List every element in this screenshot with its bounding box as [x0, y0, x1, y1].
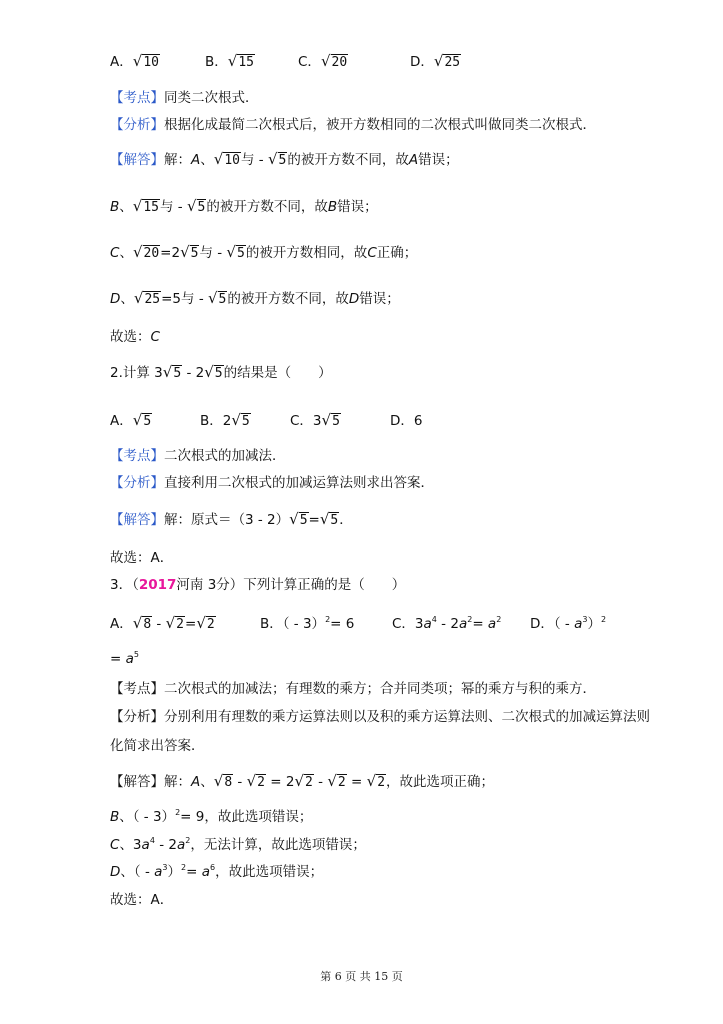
q2-option-a: A．√5 [110, 411, 152, 429]
q3-option-d-line2: = $a^5$ [110, 650, 139, 667]
q3-jieda-a: 【解答】解：A、√8 - √2 = 2√2 - √2 = √2，故此选项正确； [110, 772, 495, 790]
q1-jieda-a: 【解答】解：A、√10与 - √5的被开方数不同，故A错误； [110, 150, 459, 168]
q2-answer: 故选：A． [110, 550, 174, 566]
q3-fenxi: 【分析】分别利用有理数的乘方运算法则以及积的乘方运算法则、二次根式的加减运算法则 [110, 709, 650, 725]
q1-option-b: B．√15 [205, 52, 254, 70]
page-footer: 第 6 页 共 15 页 [320, 970, 403, 983]
q1-jieda-d: D、√25=5与 - √5的被开方数不同，故D错误； [110, 289, 400, 307]
q2-kaodian: 【考点】二次根式的加减法． [110, 448, 286, 464]
q1-jieda-b: B、√15与 - √5的被开方数不同，故B错误； [110, 197, 378, 215]
q2-jieda: 【解答】解：原式＝（3 - 2）√5=√5． [110, 510, 353, 528]
q3-option-a: A．√8 - √2=√2 [110, 614, 215, 632]
q3-option-d: D．（ - $a^3)^2$ [530, 615, 607, 632]
q3-option-c: C．$3a^4 - 2a^2= a^2$ [392, 615, 502, 632]
q1-option-d: D．√25 [410, 52, 461, 70]
q1-option-c: C．√20 [298, 52, 348, 70]
q3-option-b: B．（ - 3）$^2$= 6 [260, 615, 355, 632]
q1-kaodian: 【考点】同类二次根式． [110, 90, 259, 106]
q3-fenxi-line2: 化简求出答案． [110, 738, 205, 754]
q1-answer: 故选：C [110, 329, 160, 345]
q3-jieda-d: D、（ - $a^3)^2= a^6$，故此选项错误； [110, 863, 324, 880]
q2-option-c: C．3√5 [290, 411, 340, 429]
q3-stem: 3．（2017河南 3分）下列计算正确的是（ ） [110, 577, 406, 593]
q3-jieda-c: C、$3a^4 - 2a^2$，无法计算，故此选项错误； [110, 836, 366, 853]
q1-jieda-c: C、√20=2√5与 - √5的被开方数相同，故C正确； [110, 243, 418, 261]
q1-fenxi: 【分析】根据化成最简二次根式后，被开方数相同的二次根式叫做同类二次根式． [110, 117, 596, 133]
q2-stem: 2.计算 3√5 - 2√5的结果是（ ） [110, 363, 332, 381]
q2-option-b: B．2√5 [200, 411, 250, 429]
q1-option-a: A．√10 [110, 52, 159, 70]
q3-kaodian: 【考点】二次根式的加减法；有理数的乘方；合并同类项；幂的乘方与积的乘方． [110, 681, 596, 697]
q3-answer: 故选：A． [110, 892, 174, 908]
q3-jieda-b: B、（ - 3）$^2$= 9，故此选项错误； [110, 808, 313, 825]
q2-fenxi: 【分析】直接利用二次根式的加减运算法则求出答案． [110, 475, 434, 491]
q2-option-d: D．6 [390, 413, 423, 429]
